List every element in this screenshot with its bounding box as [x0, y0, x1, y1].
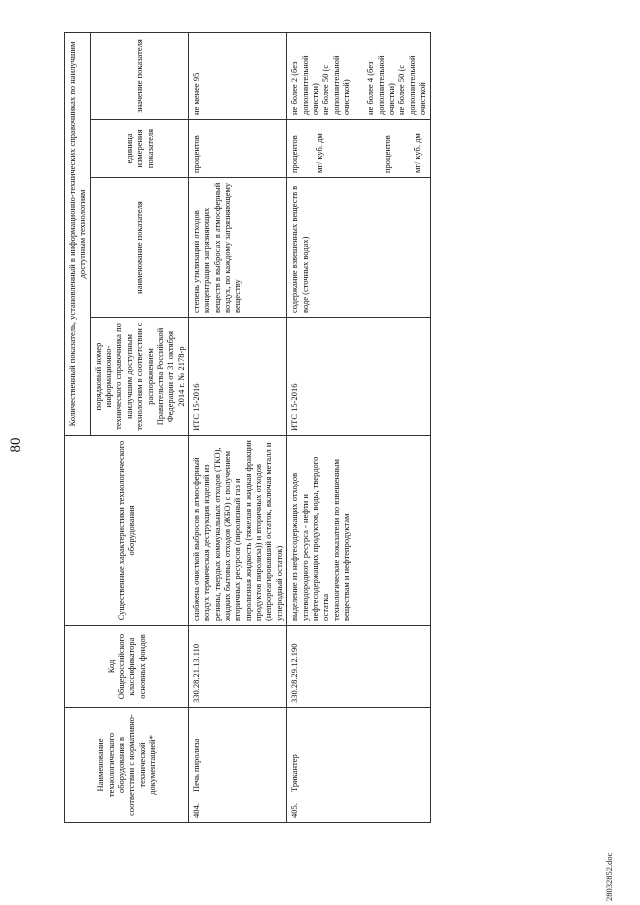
header-indicator-name: наименование показателя — [90, 178, 188, 318]
equipment-name: Трикантер — [289, 754, 300, 792]
header-characteristics: Существенные характеристики технологического оборудования — [65, 436, 189, 626]
cell-name — [188, 708, 286, 823]
document-filename: 28032852.doc — [604, 852, 614, 901]
header-its-number: порядковый номер информационно-технического справочника по наилучшим доступным технологиям в соответствии с распоряжением Правительства Российской Федерации от 31 октября 2014 г. № 2178-р — [90, 318, 188, 436]
header-row-1 — [65, 32, 91, 822]
cell-indicator-name: содержание взвешенных веществ в воде (сточных водах) — [287, 178, 430, 318]
unit-1: процентов — [289, 135, 300, 173]
cell-value: не менее 95 — [188, 32, 286, 119]
cell-unit: процентов — [188, 120, 286, 178]
value-3: не более 4 (без дополнительной очистки) — [365, 55, 397, 115]
cell-value — [287, 32, 430, 119]
table-row — [188, 32, 286, 822]
value-2: не более 50 (с дополнительной очисткой) — [320, 55, 351, 115]
equipment-name: Печь пиролиза — [190, 738, 201, 792]
cell-its: ИТС 15-2016 — [188, 318, 286, 436]
cell-its: ИТС 15-2016 — [287, 318, 430, 436]
unit-3: процентов — [381, 135, 392, 173]
value-1: не более 2 (без дополнительной очистки) — [289, 55, 320, 115]
header-quant-group: Количественный показатель, установленный в информационно-технических справочниках по наилучшим доступным технологиям — [65, 32, 91, 435]
header-name: Наименование технологического оборудования в соответствии с нормативно-технической документацией* — [65, 708, 189, 823]
header-code: Код Общероссийского классификатора основных фондов — [65, 626, 189, 708]
cell-characteristics: снабжена очисткой выбросов в атмосферный воздух термическая деструкция изделий из резины, твердых коммунальных отходов (ТКО), жидких бытовых отходов (ЖБО) с получением вторичных ресурсов (пиролизный газ и пиролизная жидкость (тяжелая и жидкая фракции продуктов пиролиза)) и вторичных отходов (непрореагировавший остаток, включая металл и углеродный остаток) — [188, 436, 286, 626]
characteristics-text-2: технологические показатели по взвешенным веществам и нефтепродуктам — [330, 459, 351, 621]
cell-name — [287, 708, 430, 823]
cell-unit — [287, 120, 430, 178]
unit-4: мг/ куб. дм — [412, 133, 423, 173]
cell-characteristics — [287, 436, 430, 626]
row-number: 404. — [190, 803, 201, 818]
value-4: не более 50 (с дополнительной очисткой — [396, 55, 428, 115]
table-row — [287, 32, 430, 822]
header-unit: единица измерения показателя — [90, 120, 188, 178]
cell-indicator-name: степень утилизации отходов концентрации загрязняющих веществ в выбросах в атмосферный воздух, по каждому загрязняющему веществу — [188, 178, 286, 318]
cell-code: 330.28.21.13.110 — [188, 626, 286, 708]
header-value: значение показателя — [90, 32, 188, 119]
unit-2: мг/ куб. дм — [313, 133, 324, 173]
page-number: 80 — [8, 437, 24, 453]
characteristics-text-1: выделение из нефтесодержащих отходов углеводородного ресурса - нефти и нефтесодержащих продуктов, воды, твердого остатка — [289, 456, 331, 621]
cell-code: 330.28.29.12.190 — [287, 626, 430, 708]
equipment-table — [64, 32, 431, 823]
row-number: 405. — [289, 803, 300, 818]
